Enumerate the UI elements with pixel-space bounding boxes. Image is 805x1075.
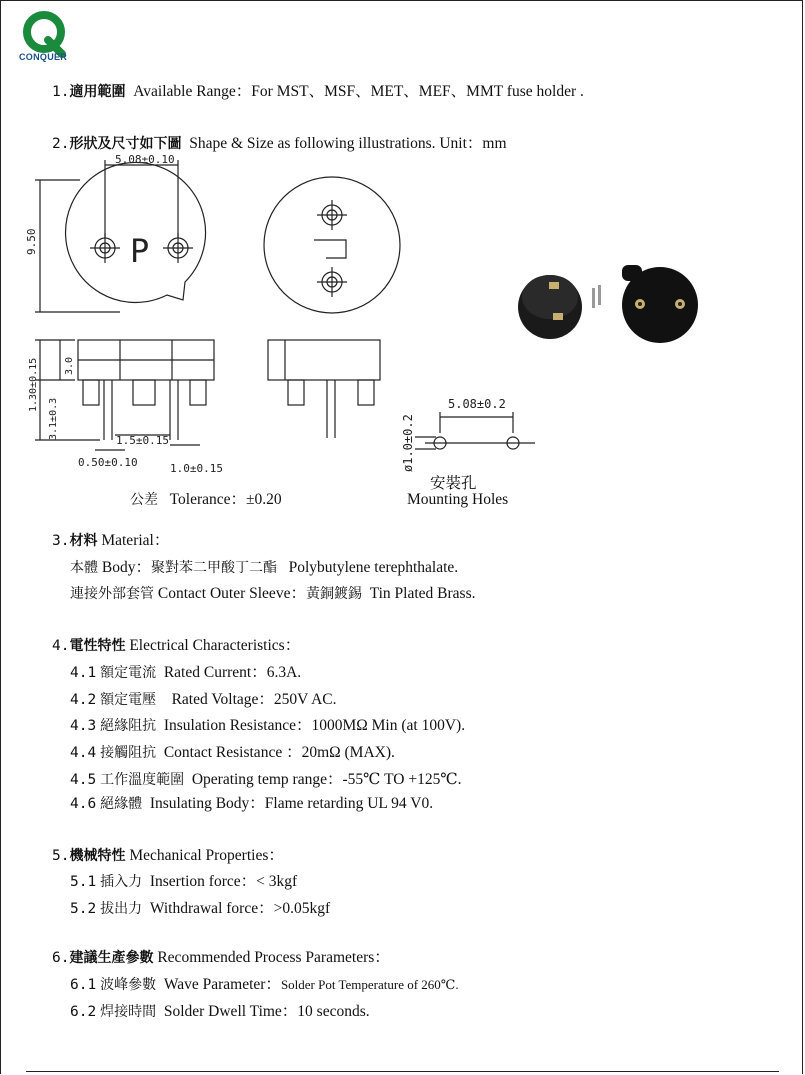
electrical-item: 4.2 額定電壓 Rated Voltage：250V AC. [70, 691, 337, 708]
electrical-item: 4.3 絕緣阻抗 Insulation Resistance：1000MΩ Min (at 100V). [70, 717, 466, 734]
electrical-item: 4.6 絕緣體 Insulating Body：Flame retarding UL 94 V0. [70, 795, 434, 812]
process-item: 6.1 波峰參數 Wave Parameter：Solder Pot Temperature of 260℃. [70, 976, 459, 993]
mounting-holes-en: Mounting Holes [407, 491, 509, 508]
product-photo [512, 255, 717, 355]
section-material: 3.材料 Material： [52, 532, 170, 549]
material-body: 本體 Body：聚對苯二甲酸丁二酯 Polybutylene terephthalate. [70, 559, 459, 576]
dim-shoulder: 1.30±0.15 [28, 357, 39, 412]
dim-pin-length: 3.1±0.3 [48, 397, 59, 440]
dimension-drawing [20, 150, 540, 490]
footer-rule [26, 1071, 779, 1072]
hole-diameter: ø1.0±0.2 [401, 414, 415, 472]
mechanical-item: 5.1 插入力 Insertion force：< 3kgf [70, 873, 298, 890]
brand-name: CONQUER [19, 52, 68, 62]
section-electrical: 4.電性特性 Electrical Characteristics： [52, 637, 301, 654]
electrical-item: 4.4 接觸阻抗 Contact Resistance ：20mΩ (MAX). [70, 744, 395, 761]
tolerance: 公差 Tolerance：±0.20 [130, 491, 282, 508]
section-process: 6.建議生產參數 Recommended Process Parameters： [52, 949, 390, 966]
electrical-item: 4.1 額定電流 Rated Current：6.3A. [70, 664, 302, 681]
dim-body-height: 3.0 [64, 356, 75, 375]
process-item: 6.2 焊接時間 Solder Dwell Time：10 seconds. [70, 1003, 370, 1020]
section-available-range: 1.適用範圍 Available Range：For MST、MSF、MET、MEF、MMT fuse holder . [52, 83, 584, 100]
section-mechanical: 5.機械特性 Mechanical Properties： [52, 847, 284, 864]
hole-pitch: 5.08±0.2 [448, 397, 506, 411]
electrical-item: 4.5 工作溫度範圍 Operating temp range：-55℃ TO +125℃. [70, 771, 462, 788]
dim-pin-width: 1.0±0.15 [170, 462, 223, 475]
dim-pin-offset: 1.5±0.15 [116, 434, 169, 447]
mechanical-item: 5.2 拔出力 Withdrawal force：>0.05kgf [70, 900, 331, 917]
dim-pitch: 5.08±0.10 [115, 153, 175, 166]
mark-p: P [130, 232, 150, 270]
dim-pin-diameter: 0.50±0.10 [78, 456, 138, 469]
dim-diameter: 9.50 [25, 228, 38, 255]
material-sleeve: 連接外部套管 Contact Outer Sleeve：黃銅鍍錫 Tin Plated Brass. [70, 585, 476, 602]
mounting-holes-zh: 安裝孔 [430, 474, 477, 492]
section-shape-size: 2.形狀及尺寸如下圖 Shape & Size as following illustrations. Unit：mm [52, 135, 507, 152]
